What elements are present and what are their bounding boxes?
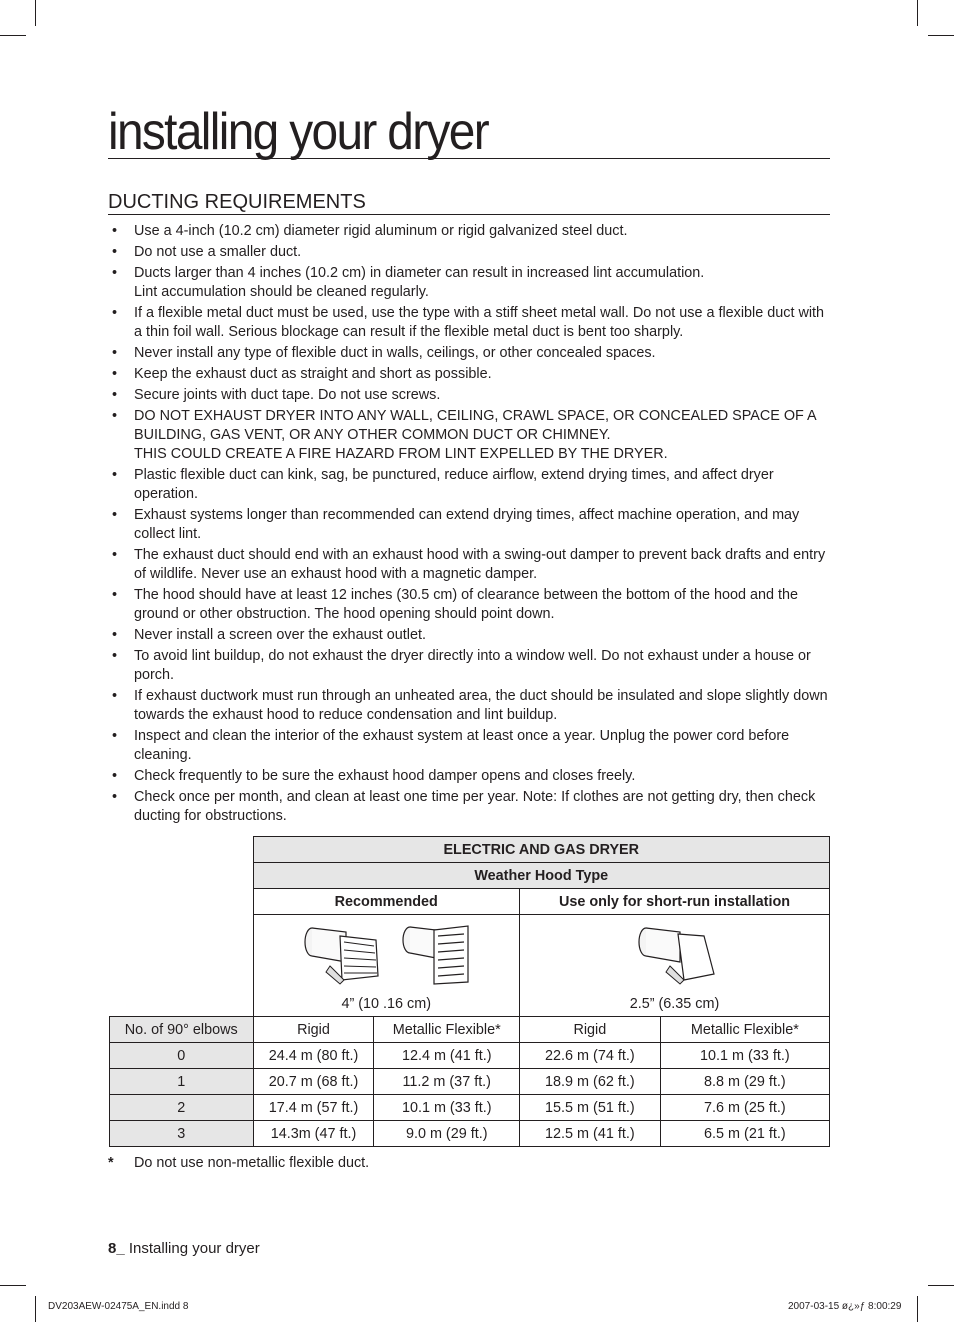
cell-rec-flex: 11.2 m (37 ft.) [374,1069,520,1095]
bullet-item [108,264,830,302]
table-row [110,1069,830,1095]
bullet-item [108,626,830,645]
cell-elbows: 3 [110,1121,254,1147]
bullet-text: • If exhaust ductwork must run through an unheated area, the duct should be insulated and slope slightly down towards the exhaust hood to reduce condensation and lint buildup. [134,688,828,723]
bullet-text: • DO NOT EXHAUST DRYER INTO ANY WALL, CEILING, CRAWL SPACE, OR CONCEALED SPACE OF A BUILDING, GAS VENT, OR ANY OTHER COMMON DUCT OR CHIMNEY. [134,408,816,443]
col-metallic: Metallic Flexible* [660,1017,829,1043]
bullet-item [108,727,830,765]
crop-mark [917,1296,918,1322]
recommended-hoods-cell [253,915,520,1017]
table-body [110,1043,830,1147]
bullet-item [108,344,830,363]
bullet-text: • Do not use a smaller duct. [134,244,302,260]
col-rigid: Rigid [520,1017,661,1043]
footer-label: Installing your dryer [128,1240,260,1257]
cell-elbows: 0 [110,1043,254,1069]
bullet-text: • Never install a screen over the exhaust outlet. [134,627,426,643]
bullet-text: • Exhaust systems longer than recommended can extend drying times, affect machine operation, and may collect lint. [134,507,800,542]
bullet-item [108,386,830,405]
cell-short-rigid: 18.9 m (62 ft.) [520,1069,661,1095]
col-metallic: Metallic Flexible* [374,1017,520,1043]
table-blank-corner [110,837,254,1017]
bullet-item [108,304,830,342]
bullet-text: • Use a 4-inch (10.2 cm) diameter rigid aluminum or rigid galvanized steel duct. [134,223,628,239]
bullet-item [108,222,830,241]
cell-short-rigid: 12.5 m (41 ft.) [520,1121,661,1147]
bullet-text: • Ducts larger than 4 inches (10.2 cm) in diameter can result in increased lint accumulation. [134,265,705,281]
bullet-text: • The exhaust duct should end with an exhaust hood with a swing-out damper to prevent back drafts and entry of wildlife. Never use an exhaust hood with a magnetic damper. [134,547,826,582]
crop-mark [928,35,954,36]
bullet-item [108,506,830,544]
bullet-text: • To avoid lint buildup, do not exhaust the dryer directly into a window well. Do not exhaust under a house or porch. [134,648,811,683]
bullet-text: • Secure joints with duct tape. Do not use screws. [134,387,441,403]
bullet-item [108,687,830,725]
slug-date: 2007-03-15 ø¿»ƒ 8:00:29 [788,1301,902,1312]
crop-mark [917,0,918,26]
cell-short-flex: 10.1 m (33 ft.) [660,1043,829,1069]
bullet-text: Lint accumulation should be cleaned regularly. [134,284,429,300]
cell-rec-flex: 9.0 m (29 ft.) [374,1121,520,1147]
table-subheader: Weather Hood Type [253,863,830,889]
page-footer [108,1240,260,1257]
cell-short-rigid: 22.6 m (74 ft.) [520,1043,661,1069]
section-heading: DUCTING REQUIREMENTS [108,190,830,215]
bullet-item [108,365,830,384]
cell-short-flex: 7.6 m (25 ft.) [660,1095,829,1121]
cell-rec-rigid: 24.4 m (80 ft.) [253,1043,374,1069]
col-rigid: Rigid [253,1017,374,1043]
bullet-text: • If a flexible metal duct must be used, use the type with a stiff sheet metal wall. Do not use a flexible duct with a thin foil wall. Serious blockage can result if the flexible metal duct is bent too sharply. [134,305,825,340]
footnote-text: Do not use non-metallic flexible duct. [134,1155,370,1171]
size-recommended: 4” (10 .16 cm) [341,996,432,1012]
table-header: ELECTRIC AND GAS DRYER [253,837,830,863]
cell-rec-rigid: 20.7 m (68 ft.) [253,1069,374,1095]
bullet-list [108,222,830,828]
table-row [110,1121,830,1147]
bullet-text: • Never install any type of flexible duct in walls, ceilings, or other concealed spaces. [134,345,656,361]
ducting-table [109,836,830,1147]
flap-hood-icon [634,922,716,988]
cell-short-flex: 6.5 m (21 ft.) [660,1121,829,1147]
size-short-run: 2.5” (6.35 cm) [629,996,720,1012]
bullet-text: THIS COULD CREATE A FIRE HAZARD FROM LINT EXPELLED BY THE DRYER. [134,446,668,462]
crop-mark [0,1285,26,1286]
bullet-item [108,466,830,504]
bullet-text: • The hood should have at least 12 inches (30.5 cm) of clearance between the bottom of the hood and the ground or other obstruction. The hood opening should point down. [134,587,799,622]
cell-rec-flex: 10.1 m (33 ft.) [374,1095,520,1121]
bullet-item [108,647,830,685]
table-row [110,1043,830,1069]
bullet-item [108,407,830,464]
louvered-hood-icon [300,922,382,988]
bullet-item [108,586,830,624]
cell-rec-flex: 12.4 m (41 ft.) [374,1043,520,1069]
slug-file: DV203AEW-02475A_EN.indd 8 [48,1301,189,1312]
table-row [110,1095,830,1121]
louvered-hood-icon [400,922,472,988]
crop-mark [928,1285,954,1286]
page-title [108,104,830,159]
bullet-item [108,546,830,584]
bullet-item [108,788,830,826]
col-short-run: Use only for short-run installation [520,889,830,915]
cell-rec-rigid: 17.4 m (57 ft.) [253,1095,374,1121]
col-recommended: Recommended [253,889,520,915]
bullet-text: • Check once per month, and clean at least one time per year. Note: If clothes are not getting dry, then check ducting for obstructions. [134,789,816,824]
bullet-text: • Keep the exhaust duct as straight and short as possible. [134,366,492,382]
page-number: 8_ [108,1240,125,1257]
cell-rec-rigid: 14.3m (47 ft.) [253,1121,374,1147]
footnote-marker: * [108,1155,114,1171]
bullet-text: • Inspect and clean the interior of the exhaust system at least once a year. Unplug the power cord before cleaning. [134,728,790,763]
crop-mark [0,35,26,36]
footnote [108,1154,369,1172]
cell-short-flex: 8.8 m (29 ft.) [660,1069,829,1095]
bullet-text: • Plastic flexible duct can kink, sag, be punctured, reduce airflow, extend drying times, and affect dryer operation. [134,467,774,502]
row-label-header: No. of 90° elbows [110,1017,254,1043]
cell-short-rigid: 15.5 m (51 ft.) [520,1095,661,1121]
crop-mark [35,1296,36,1322]
cell-elbows: 2 [110,1095,254,1121]
cell-elbows: 1 [110,1069,254,1095]
bullet-text: • Check frequently to be sure the exhaust hood damper opens and closes freely. [134,768,636,784]
bullet-item [108,767,830,786]
short-run-hood-cell [520,915,830,1017]
bullet-item [108,243,830,262]
crop-mark [35,0,36,26]
page-title-text: installing your dryer [108,103,489,161]
